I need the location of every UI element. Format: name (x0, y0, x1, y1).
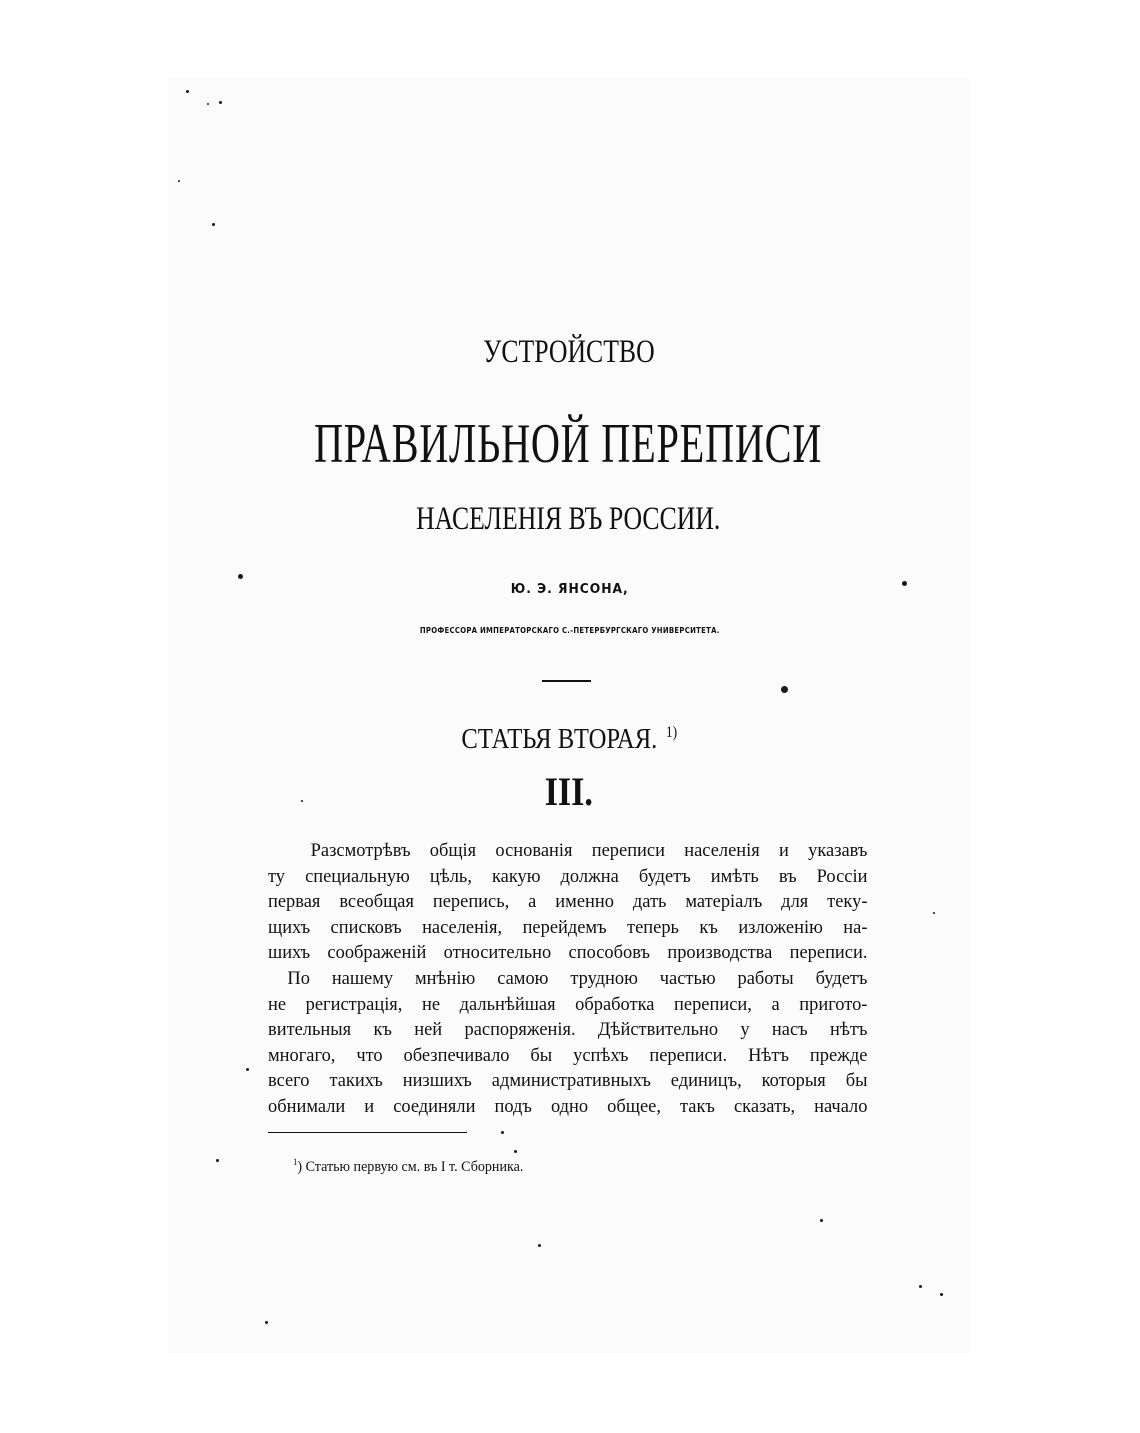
footnote-reference: 1) (665, 724, 678, 741)
scan-speck (538, 1244, 541, 1247)
body-line: щихъ списковъ населенія, перейдемъ теперь къ изложенію на- (268, 916, 868, 938)
section-number: III. (544, 769, 593, 814)
scan-speck (514, 1150, 517, 1153)
scan-speck (186, 90, 189, 93)
scan-speck (919, 1285, 922, 1288)
scan-speck (940, 1293, 943, 1296)
scan-speck (820, 1219, 823, 1222)
title-line-2: ПРАВИЛЬНОЙ ПЕРЕПИСИ (313, 413, 823, 475)
scan-speck (212, 223, 215, 226)
divider-rule (542, 680, 591, 682)
scan-speck (219, 101, 222, 104)
scan-speck (501, 1131, 504, 1134)
body-line: По нашему мнѣнію самою трудною частью работы будетъ (287, 967, 868, 989)
body-line: всего такихъ низшихъ административныхъ единицъ, которыя бы (268, 1070, 868, 1092)
body-line: Разсмотрѣвъ общія основанія переписи населенія и указавъ (310, 840, 868, 861)
footnote-text: ) Статью первую см. въ I т. Сборника. (297, 1159, 524, 1175)
scan-speck (207, 103, 209, 105)
article-heading (85, 723, 1054, 756)
body-line: не регистрація, не дальнѣйшая обработка переписи, а пригото- (268, 993, 868, 1015)
title-line-1: УСТРОЙСТВО (483, 334, 655, 370)
scan-speck (781, 686, 788, 693)
body-line: вительныя къ ней распоряженія. Дѣйствительно у насъ нѣтъ (268, 1019, 868, 1041)
scan-speck (933, 912, 935, 914)
scan-speck (265, 1321, 268, 1324)
article-heading-text: СТАТЬЯ ВТОРАЯ. (461, 723, 658, 755)
scan-speck (216, 1159, 219, 1162)
scan-speck (238, 574, 243, 579)
author-affiliation: ПРОФЕССОРА ИМПЕРАТОРСКАГО С.-ПЕТЕРБУРГСКАГО УНИВЕРСИТЕТА. (419, 626, 720, 635)
scan-speck (246, 1068, 249, 1071)
page-sheet (168, 78, 970, 1353)
footnote (293, 1157, 523, 1176)
body-line: многаго, что обезпечивало бы успѣхъ переписи. Нѣтъ прежде (268, 1044, 868, 1066)
title-line-3: НАСЕЛЕНІЯ ВЪ РОССИИ. (416, 501, 721, 537)
author-name: Ю. Э. ЯНСОНА, (510, 582, 629, 597)
body-line: первая всеобщая перепись, а именно дать матеріалъ для теку- (268, 891, 868, 913)
footnote-rule (268, 1132, 467, 1133)
body-text (268, 838, 868, 1120)
body-line: шихъ соображеній относительно способовъ производства переписи. (268, 942, 868, 964)
body-line: ту специальную цѣль, какую должна будетъ имѣть въ Россіи (268, 865, 868, 887)
footnote-mark: 1 (293, 1157, 298, 1167)
body-line: обнимали и соединяли подъ одно общее, такъ сказать, начало (268, 1095, 868, 1117)
scan-speck (178, 180, 180, 182)
